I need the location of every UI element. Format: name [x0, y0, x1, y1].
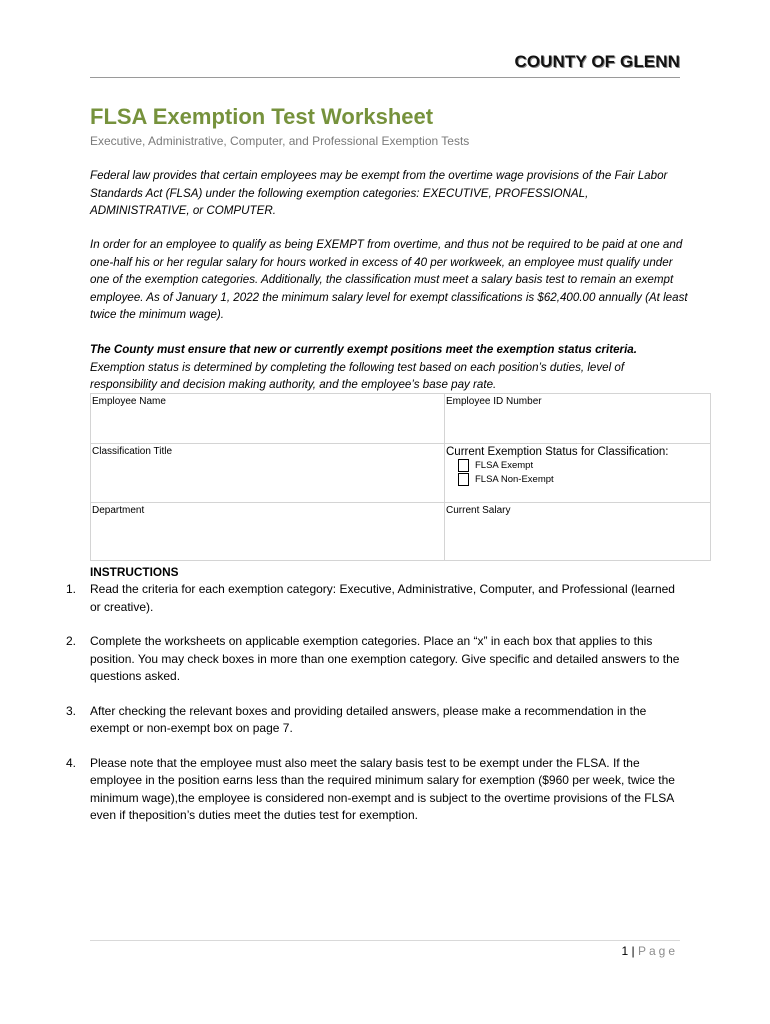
step-text: Complete the worksheets on applicable exemption categories. Place an “x” in each box that applies to this position. You may check boxes in more than one exemption category. Give specific and detailed answers to the questions asked. [90, 634, 680, 683]
flsa-non-exempt-label: FLSA Non-Exempt [475, 473, 554, 485]
employee-id-field[interactable] [445, 394, 710, 443]
form-row-classification [91, 444, 710, 503]
flsa-non-exempt-checkbox[interactable] [458, 473, 469, 486]
page-separator: | [631, 944, 635, 958]
criteria-text: Exemption status is determined by completing the following test based on each position’s duties, level of responsibility and decision making authority, and the employee’s base pay rate. [90, 360, 625, 391]
current-salary-field[interactable] [445, 503, 710, 560]
flsa-exempt-label: FLSA Exempt [475, 459, 534, 471]
footer-divider [90, 940, 680, 941]
step-number: 3. [66, 703, 77, 718]
exemption-status-label: Current Exemption Status for Classification: [446, 446, 669, 458]
department-field[interactable] [91, 503, 445, 560]
page-footer [400, 944, 678, 958]
step-text: After checking the relevant boxes and providing detailed answers, please make a recommendation in the exempt or non-exempt box on page 7. [90, 703, 647, 735]
employee-id-label: Employee ID Number [446, 396, 542, 407]
criteria-paragraph [90, 341, 690, 394]
employee-info-form [90, 393, 711, 561]
flsa-exempt-checkbox[interactable] [458, 459, 469, 472]
page-word: Page [637, 944, 678, 958]
list-item [66, 581, 686, 616]
page-title: FLSA Exemption Test Worksheet [90, 104, 434, 129]
employee-name-label: Employee Name [92, 396, 166, 407]
step-text: Read the criteria for each exemption category: Executive, Administrative, Computer, and Professional (learned or creative). [90, 582, 675, 614]
page-subtitle: Executive, Administrative, Computer, and Professional Exemption Tests [90, 134, 470, 148]
department-label: Department [92, 505, 145, 516]
list-item [66, 755, 686, 825]
instructions-heading: INSTRUCTIONS [90, 565, 179, 579]
form-row-name [91, 394, 710, 444]
classification-title-label: Classification Title [92, 446, 173, 457]
qualification-paragraph: In order for an employee to qualify as being EXEMPT from overtime, and thus not be required to be paid at one and one-half his or her regular salary for hours worked in excess of 40 per workweek, an employee must qualify under one of the exemption categories. Additionally, the classification must meet a salary basis test to remain an exempt employee. As of January 1, 2022 the minimum salary level for exempt classifications is $62,400.00 annually (At least twice the minimum wage). [90, 238, 688, 321]
current-salary-label: Current Salary [446, 505, 511, 516]
flsa-non-exempt-option[interactable] [458, 472, 710, 486]
header-divider [90, 77, 680, 78]
page-number: 1 [621, 944, 629, 958]
flsa-exempt-option[interactable] [458, 458, 710, 472]
list-item [66, 633, 686, 686]
step-number: 2. [66, 634, 77, 648]
step-number: 4. [66, 755, 77, 770]
exemption-status-field [445, 444, 710, 502]
intro-paragraph: Federal law provides that certain employees may be exempt from the overtime wage provisions of the Fair Labor Standards Act (FLSA) under the following exemption categories: EXECUTIVE, PROFESSIONAL, ADMINISTRATIVE, or COMPUTER. [90, 169, 668, 217]
list-item [66, 703, 686, 738]
step-number: 1. [66, 582, 77, 596]
county-header: COUNTY OF GLENN [514, 52, 680, 71]
criteria-bold-statement: The County must ensure that new or currently exempt positions meet the exemption status criteria. [90, 343, 637, 356]
form-row-department [91, 503, 710, 560]
step-text: Please note that the employee must also meet the salary basis test to be exempt under the FLSA. If the employee in the position earns less than the required minimum salary for exemption ($960 per week, twice the minimum wage),the employee is considered non-exempt and is subject to the overtime provisions of the FLSA even if theposition’s duties meet the duties test for exemption. [90, 755, 675, 822]
instructions-list [66, 581, 686, 842]
classification-title-field[interactable] [91, 444, 445, 502]
employee-name-field[interactable] [91, 394, 445, 443]
